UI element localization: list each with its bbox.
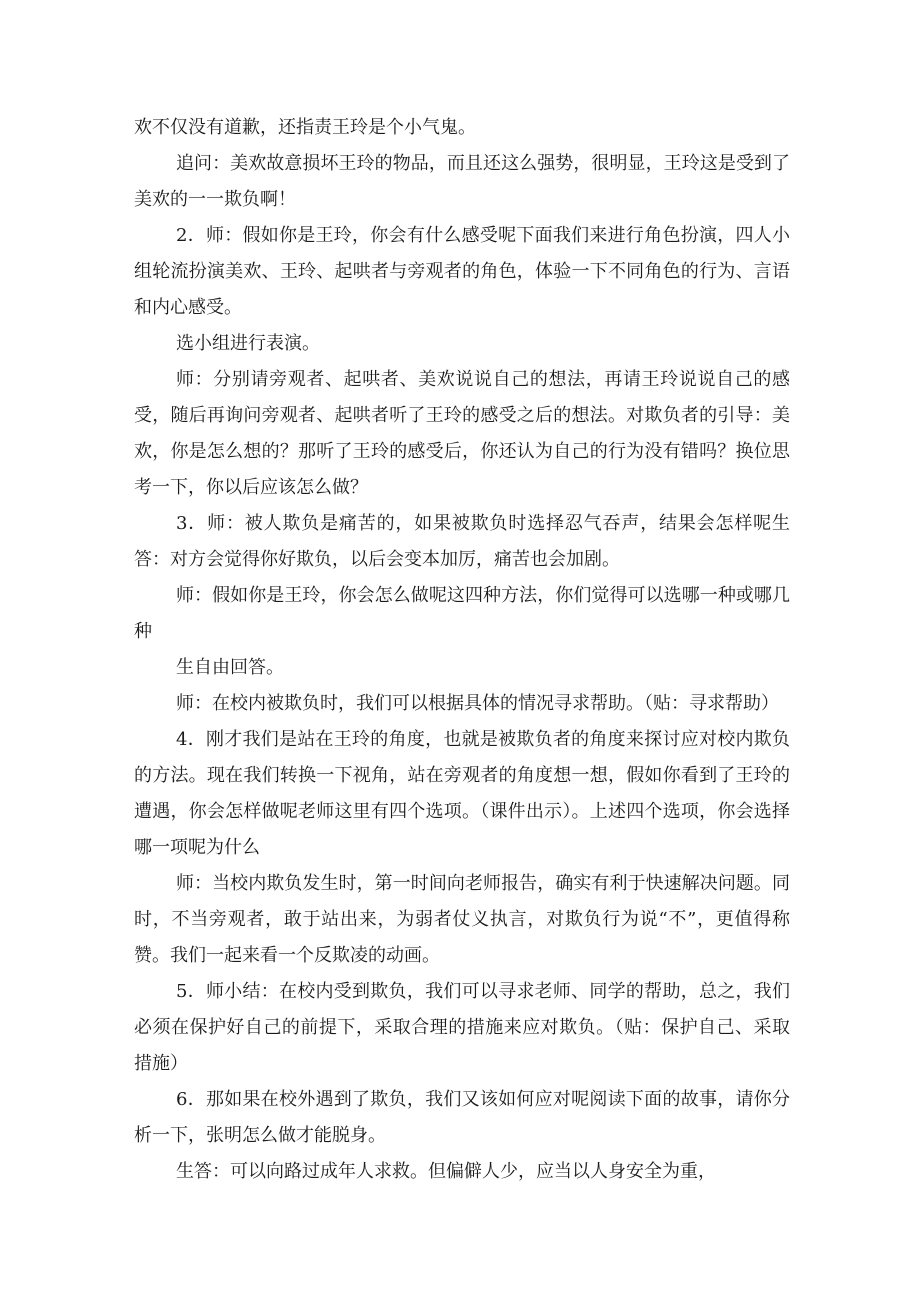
paragraph-3: 2．师：假如你是王玲，你会有什么感受呢下面我们来进行角色扮演，四人小组轮流扮演美欢、王玲、起哄者与旁观者的角色，体验一下不同角色的行为、言语和内心感受。 [134,225,790,318]
paragraph-7: 师：假如你是王玲，你会怎么做呢这四种方法，你们觉得可以选哪一种或哪几种 [134,585,790,642]
paragraph-14: 生答：可以向路过成年人求救。但偏僻人少，应当以人身安全为重， [176,1161,716,1182]
paragraph-1: 欢不仅没有道歉，还指责王玲是个小气鬼。 [134,117,476,138]
paragraph-10: 4．刚才我们是站在王玲的角度，也就是被欺负者的角度来探讨应对校内欺负的方法。现在我们转换一下视角，站在旁观者的角度想一想，假如你看到了王玲的遭遇，你会怎样做呢老师这里有四个选项。（课件出示）。上述四个选项，你会选择哪一项呢为什么 [134,729,790,858]
paragraph-11: 师：当校内欺负发生时，第一时间向老师报告，确实有利于快速解决问题。同时，不当旁观者，敢于站出来，为弱者仗义执言，对欺负行为说“不”，更值得称赞。我们一起来看一个反欺凌的动画。 [134,873,790,966]
paragraph-6: 3．师：被人欺负是痛苦的，如果被欺负时选择忍气吞声，结果会怎样呢生答：对方会觉得你好欺负，以后会变本加厉，痛苦也会加剧。 [134,513,790,570]
paragraph-12: 5．师小结：在校内受到欺负，我们可以寻求老师、同学的帮助，总之，我们必须在保护好自己的前提下，采取合理的措施来应对欺负。（贴：保护自己、采取措施） [134,981,790,1074]
paragraph-9: 师：在校内被欺负时，我们可以根据具体的情况寻求帮助。（贴：寻求帮助） [176,693,779,714]
paragraph-2: 追问：美欢故意损坏王玲的物品，而且还这么强势，很明显，王玲这是受到了美欢的一一欺负啊！ [134,153,790,210]
paragraph-4: 选小组进行表演。 [176,333,320,354]
document-body [134,110,790,1190]
paragraph-5: 师：分别请旁观者、起哄者、美欢说说自己的想法，再请王玲说说自己的感受，随后再询问旁观者、起哄者听了王玲的感受之后的想法。对欺负者的引导：美欢，你是怎么想的？那听了王玲的感受后，你还认为自己的行为没有错吗？换位思考一下，你以后应该怎么做？ [134,369,790,498]
paragraph-13: 6．那如果在校外遇到了欺负，我们又该如何应对呢阅读下面的故事，请你分析一下，张明怎么做才能脱身。 [134,1089,790,1146]
paragraph-8: 生自由回答。 [176,657,284,678]
